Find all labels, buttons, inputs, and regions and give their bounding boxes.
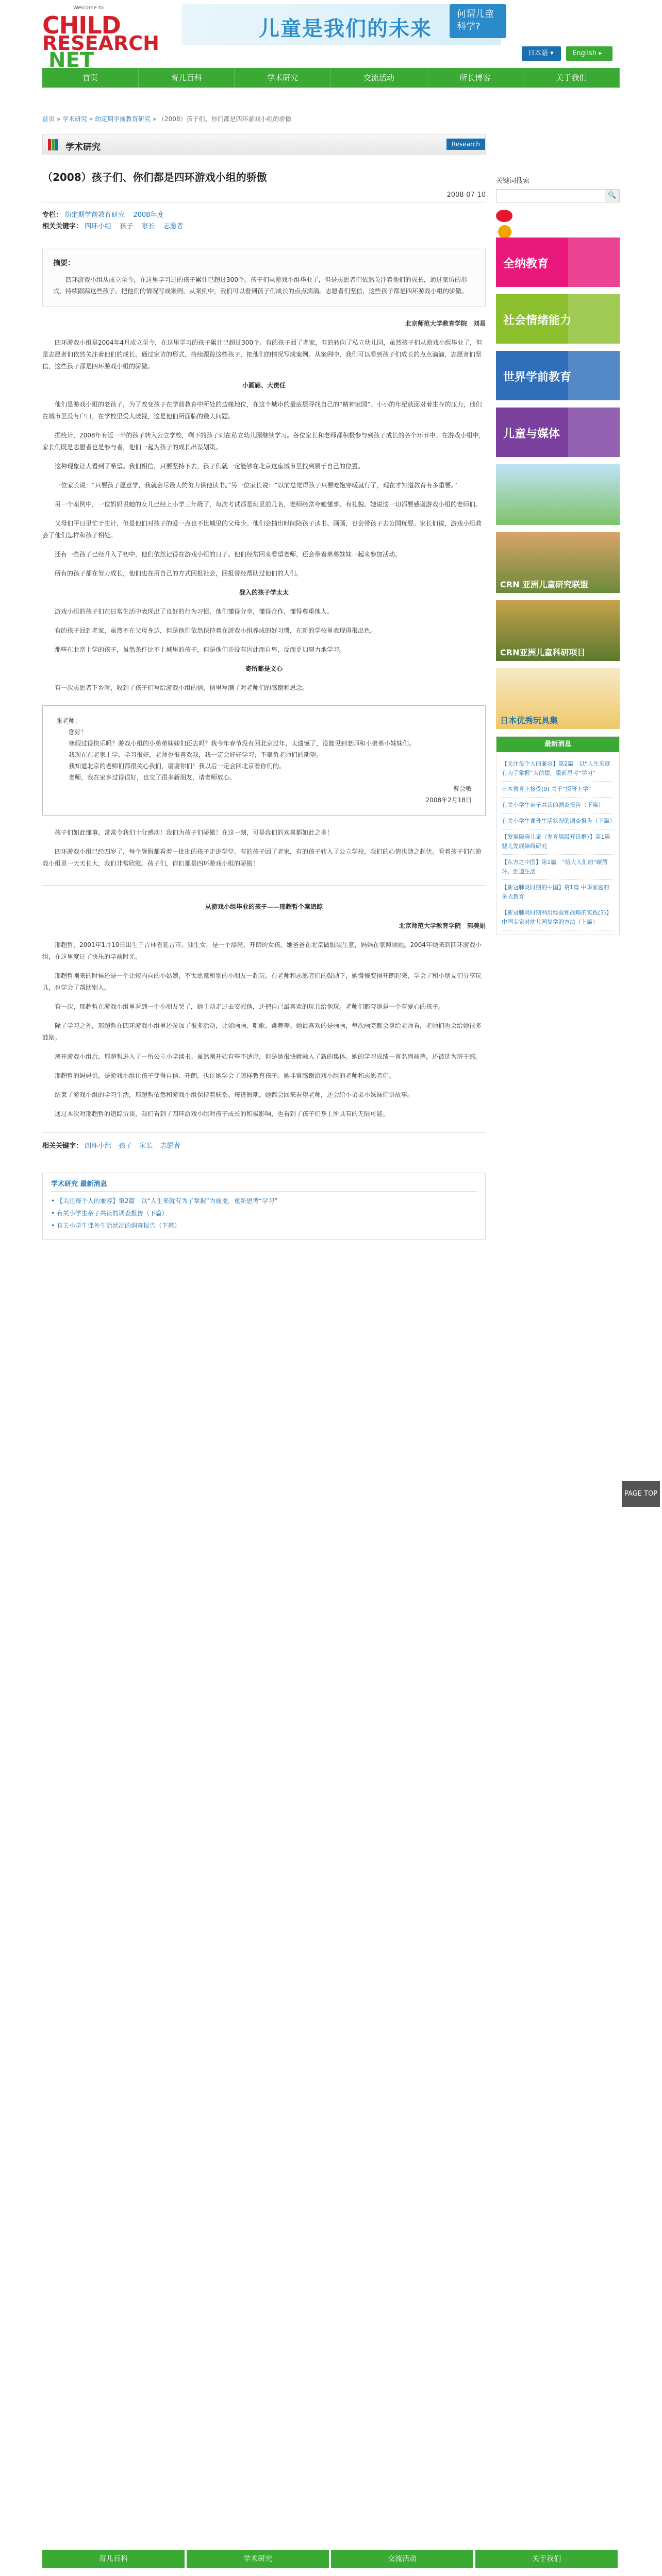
newest-item[interactable]: 有关小学生课外生活状况的调查报告（下篇）: [502, 814, 614, 829]
column-label: 专栏：: [42, 211, 63, 219]
paragraph: 邢超哲刚来的时候还是一个比较内向的小姑娘，不太愿意和别的小朋友一起玩。在老师和志愿者们的鼓励下，她慢慢变得开朗起来，学会了和小朋友们分享玩具，也学会了帮助别人。: [42, 972, 482, 991]
nav-about[interactable]: 关于我们: [523, 68, 620, 88]
newest-item[interactable]: 日本教育上接受(9) 关于“探研上学”: [502, 782, 614, 798]
newest-title: 最新消息: [496, 737, 619, 752]
section-tag: Research: [446, 139, 485, 150]
latest-news-box: [42, 1173, 486, 1240]
letter-date: 2008年2月18日: [425, 796, 472, 804]
latest-news-item[interactable]: • 有关小学生亲子共读的调查报告（下篇）: [51, 1207, 477, 1219]
abstract-text: 四环游戏小组从成立至今，在这里学习过的孩子累计已超过300个。孩子们从游戏小组毕业了，但是志愿者们依然关注着他们的成长，通过家访的形式，持续跟踪这些孩子。把他们的情况写成案例，从案例中，我们可以看到孩子们成长的点点滴滴。志愿者们坚信，这些孩子都是四环游戏小组的骄傲。: [53, 276, 468, 295]
tile-world-preschool[interactable]: 世界学前教育: [496, 351, 620, 400]
footer-columns: [42, 2573, 620, 2576]
nav-parenting[interactable]: 育儿百科: [139, 68, 235, 88]
page-top-button[interactable]: PAGE TOP: [622, 1481, 660, 1507]
keyword-link[interactable]: 孩子: [120, 223, 134, 230]
logo-word-net: NET: [48, 48, 94, 72]
tile-social-emotional[interactable]: 社会情绪能力: [496, 294, 620, 344]
banner-crn-asia[interactable]: CRN 亚洲儿童研究联盟: [496, 532, 620, 593]
paragraph: 另一个案例中，一位妈妈说她的女儿已经上小学三年级了，每次考试都是班里前几名，老师经常夸她懂事、有礼貌。她说这一切都要感谢游戏小组的老师们。: [55, 501, 482, 508]
search-box: [496, 189, 620, 202]
paragraph: 除了学习之外，邢超哲在四环游戏小组里还参加了很多活动，比如画画、唱歌、跳舞等。她最喜欢的是画画，每次画完都会拿给老师看，老师们也会给她很多鼓励。: [42, 1022, 482, 1041]
latest-news-item[interactable]: • 【关注每个人的兼容】第2篇 以“人生来就有为了掌握”为前提，重新思考“学习”: [51, 1195, 477, 1207]
banner-kids[interactable]: [496, 464, 620, 525]
footer-nav-item[interactable]: 学术研究: [187, 2550, 329, 2568]
site-logo[interactable]: [42, 3, 171, 72]
paragraph: 结束了游戏小组的学习生活，邢超哲依然和游戏小组保持着联系。每逢假期，她都会回来看望老师，还会给小弟弟小妹妹们讲故事。: [55, 1091, 414, 1098]
logo-welcome: Welcome to: [73, 5, 104, 11]
latest-news-title: 学术研究 最新消息: [51, 1178, 477, 1192]
author-line: 北京师范大学教育学院 刘易: [405, 320, 486, 327]
letter-line: 我知道北京的老师们都很关心我们，谢谢你们！我以后一定会回北京看你们的。: [69, 762, 286, 770]
tile-inclusive-education[interactable]: 全纳教育: [496, 238, 620, 287]
nav-events[interactable]: 交流活动: [331, 68, 427, 88]
paragraph: 四环游戏小组是2004年4月成立至今，在这里学习的孩子累计已超过300个。有的孩子回了老家，有的转向了私立幼儿园，虽然孩子们从游戏小组毕业了，但是志愿者们依然关注着他们的成长，通过家访的形式，持续跟踪这些孩子，把他们的情况写成案例。从案例中，我们可以看到孩子们成长的点点滴滴，志愿者们坚信，这些孩子都是四环游戏小组的骄傲。: [42, 339, 483, 370]
newest-box: [496, 736, 620, 935]
section-header: [42, 134, 486, 155]
footer-nav-item[interactable]: 育儿百科: [42, 2550, 185, 2568]
column-link[interactable]: 幼定期学前教育研究: [64, 211, 125, 219]
article-date: 2008-07-10: [42, 191, 486, 202]
search-label: 关键词搜索: [496, 177, 530, 185]
banner-badge[interactable]: 何谓儿童科学?: [450, 4, 506, 38]
keywords-label: 相关关键字：: [42, 223, 83, 230]
weibo-icon[interactable]: [496, 210, 512, 222]
footer-nav-item[interactable]: 关于我们: [475, 2550, 618, 2568]
content-area: [42, 88, 620, 2530]
paragraph: 邢超哲的妈妈说，是游戏小组让孩子变得自信、开朗，也让她学会了怎样教育孩子。她非常感谢游戏小组的老师和志愿者们。: [55, 1072, 395, 1079]
letter-greeting: 张老师：: [56, 717, 81, 724]
second-article-title: 从游戏小组毕业的孩子——邢超哲个案追踪: [205, 903, 323, 910]
paragraph: 据统计，2008年有近一半的孩子转入公立学校，剩下的孩子则在私立幼儿园继续学习。各位家长和老师都积极参与到孩子成长的各个环节中。在游戏小组中，家长们既是志愿者也是参与者，他们一起为孩子的成长出谋划策。: [42, 432, 485, 451]
newest-item[interactable]: 【新冠肺炎时期利用经验和战略的实践(3)】中国专家对幼儿园复学的方法（上篇）: [502, 905, 614, 930]
nav-blog[interactable]: 所长博客: [427, 68, 524, 88]
social-links: [496, 210, 620, 230]
letter-signature: 曹会敏: [453, 785, 472, 792]
footer-col-about: [475, 2573, 620, 2576]
author-line: 北京师范大学教育学院 郭美娟: [399, 922, 486, 929]
banner-crn-project[interactable]: CRN亚洲儿童科研项目: [496, 600, 620, 661]
letter-line: 老师，我在家乡过得很好，也交了很多新朋友，请老师放心。: [69, 774, 236, 781]
breadcrumb-research[interactable]: 学术研究: [62, 115, 88, 123]
divider: [42, 885, 486, 886]
abstract-box: [42, 248, 486, 307]
related-label: 相关关键字：: [42, 1142, 83, 1150]
newest-item[interactable]: 【新冠肺炎时期的中国】第1篇 中华家庭的多式教育: [502, 880, 614, 905]
keyword-link[interactable]: 家长: [141, 223, 155, 230]
sidebar: [496, 88, 620, 935]
subheading: 小画廊、大责任: [242, 382, 286, 389]
letter-line: 我现在在老家上学，学习很好，老师也很喜欢我，我一定会好好学习，不辜负老师们的期望。: [69, 751, 323, 758]
breadcrumb-current: （2008）孩子们、你们都是四环游戏小组的骄傲: [158, 115, 292, 123]
nav-research[interactable]: 学术研究: [235, 68, 331, 88]
banner-toys[interactable]: 日本优秀玩具集: [496, 668, 620, 729]
paragraph: 一位家长说：“只要孩子愿意学，我就会尽最大的努力供他读书。”另一位家长说：“以前总觉得孩子只要吃饱穿暖就行了，现在才知道教育有多重要。”: [55, 482, 457, 489]
paragraph: 通过本次对邢超哲的追踪访谈，我们看到了四环游戏小组对孩子成长的积极影响，也看到了孩子们身上所具有的无限可能。: [55, 1110, 389, 1117]
article-title: （2008）孩子们、你们都是四环游戏小组的骄傲: [42, 171, 267, 183]
header: [42, 0, 620, 72]
related-keyword[interactable]: 家长: [139, 1142, 153, 1150]
footer-col-research: [187, 2573, 331, 2576]
paragraph: 游戏小组的孩子们在日常生活中表现出了良好的行为习惯，他们懂得分享，懂得合作，懂得尊重他人。: [55, 608, 334, 615]
related-keyword[interactable]: 志愿者: [160, 1142, 180, 1150]
paragraph: 还有一些孩子已经升入了初中，他们依然记得在游戏小组的日子。他们经常回来看望老师，还会带着弟弟妹妹一起来参加活动。: [55, 551, 402, 558]
breadcrumb: 首页 » 学术研究 » 幼定期学前教育研究 » （2008）孩子们、你们都是四环游戏小组的骄傲: [42, 115, 292, 123]
subheading: 登入的孩子学太太: [239, 589, 289, 596]
page: [42, 0, 620, 2576]
search-input[interactable]: [496, 190, 605, 202]
subheading: 寄所都是文心: [245, 665, 283, 672]
latest-news-item[interactable]: • 有关小学生课外生活状况的调查报告（下篇）: [51, 1219, 477, 1232]
abstract-label: 摘要：: [53, 259, 75, 267]
paragraph: 有的孩子回到老家，虽然不在父母身边，但是他们依然保持着在游戏小组养成的好习惯，在新的学校里表现得很出色。: [55, 627, 377, 634]
breadcrumb-home[interactable]: 首页: [42, 115, 55, 123]
newest-item[interactable]: 【东方之中国】第1篇 “给大人们的”碳循环、创造生活: [502, 855, 614, 880]
paragraph: 所有的孩子都在努力成长，他们也在用自己的方式回报社会，回报曾经帮助过他们的人们。: [55, 570, 303, 577]
logo-word-child: CHILD: [42, 11, 121, 39]
related-keyword[interactable]: 四环小组: [85, 1142, 112, 1150]
footer-nav: [42, 2550, 620, 2568]
column-link[interactable]: 2008年度: [133, 211, 164, 219]
newest-item[interactable]: 【发展障碍儿童（发育层级开设群）】第1篇 婴儿发展障碍研究: [502, 829, 614, 855]
article-body: [42, 318, 486, 1120]
main-nav: [42, 68, 620, 88]
language-select-japanese[interactable]: 日本語 ▾: [522, 46, 561, 61]
main-column: [42, 88, 486, 1240]
logo-word-research: RESEARCH: [42, 32, 159, 55]
paragraph: 孩子们如此懂事，常常令我们十分感动！我们为孩子们骄傲！在这一刻，可是我们的欢喜都如此之多！: [55, 829, 334, 836]
banner-slogan: 儿童是我们的未来: [259, 17, 432, 41]
newest-item[interactable]: 有关小学生亲子共读的调查报告（下篇）: [502, 798, 614, 814]
letter-line: 寒假过得快乐吗？游戏小组的小弟弟妹妹们还去吗？我今年春节没有回北京过年，太遗憾了，没能见到老师和小弟弟小妹妹们。: [69, 740, 416, 747]
paragraph: 四环游戏小组已经四岁了，每个暑假都看着一批批的孩子走进学堂。有的孩子回了老家，有的孩子转入了公立学校，我们的心情也随之起伏。看着孩子们在游戏小组里一天天长大，我们非常欣慰。孩子们，你们都是四环游戏小组的骄傲！: [42, 848, 482, 867]
footer-nav-item[interactable]: 交流活动: [331, 2550, 473, 2568]
search-icon[interactable]: 🔍: [605, 190, 619, 202]
taobao-icon[interactable]: [498, 225, 511, 239]
tile-children-media[interactable]: 儿童与媒体: [496, 408, 620, 457]
related-keyword[interactable]: 孩子: [119, 1142, 133, 1150]
books-icon: [48, 139, 60, 150]
paragraph: 邢超哲，2001年1月10日出生于吉林省延吉市。独生女，是一个漂亮、开朗的女孩。她爸爸在北京做服装生意，妈妈在家照顾她。2004年她来到四环游戏小组，在这里度过了快乐的学前时光。: [42, 941, 482, 960]
newest-item[interactable]: 【关注每个人的兼容】第2篇 以“人生来就有为了掌握”为前提，重新思考“学习”: [502, 756, 614, 782]
paragraph: 有一次，邢超哲在游戏小组里看到一个小朋友哭了，她主动走过去安慰他，还把自己最喜欢的玩具给他玩。老师们都夸她是一个有爱心的孩子。: [55, 1003, 445, 1010]
header-banner[interactable]: [181, 4, 501, 45]
paragraph: 这种现象让人看到了希望。我们相信，只要坚持下去，孩子们就一定能够在北京这座城市里找到属于自己的位置。: [55, 463, 365, 470]
paragraph: 父母们平日里忙于生计，但是他们对孩子的爱一点也不比城里的父母少。他们会抽出时间陪孩子读书、画画，也会带孩子去公园玩耍。家长们说，游戏小组教会了他们怎样和孩子相处。: [42, 520, 482, 539]
paragraph: 有一次志愿者下乡时，收到了孩子们写给游戏小组的信，信里写满了对老师们的感谢和思念。: [55, 684, 309, 691]
letter-box: [42, 705, 486, 816]
language-select-english[interactable]: English ▸: [566, 46, 613, 61]
keyword-link[interactable]: 四环小组: [85, 223, 112, 230]
keyword-link[interactable]: 志愿者: [163, 223, 184, 230]
nav-home[interactable]: 首页: [42, 68, 139, 88]
related-keywords: [42, 1132, 486, 1150]
footer-col-events: [331, 2573, 475, 2576]
article-meta: [42, 210, 486, 232]
footer-col-parenting: [42, 2573, 187, 2576]
paragraph: 离开游戏小组后，邢超哲进入了一所公立小学读书。虽然刚开始有些不适应，但是她很快就融入了新的集体。她的学习成绩一直名列前茅，还被选为班干部。: [55, 1053, 482, 1060]
breadcrumb-category[interactable]: 幼定期学前教育研究: [95, 115, 151, 123]
paragraph: 那些在北京上学的孩子，虽然条件比不上城里的孩子，但是他们并没有因此而自卑，反而更加努力地学习。: [55, 646, 346, 653]
paragraph: 他们是游戏小组的老孩子，为了改变孩子在学前教育中所处的边缘地位，在这个城市的最底层寻找自己的“精神家园”。小小的年纪就面对着生存的压力，他们在城市里没有户口，在学校里受人歧视，这是他们所面临的最大问题。: [42, 401, 482, 420]
section-title: 学术研究: [65, 142, 101, 152]
letter-line: 您好！: [69, 728, 88, 736]
